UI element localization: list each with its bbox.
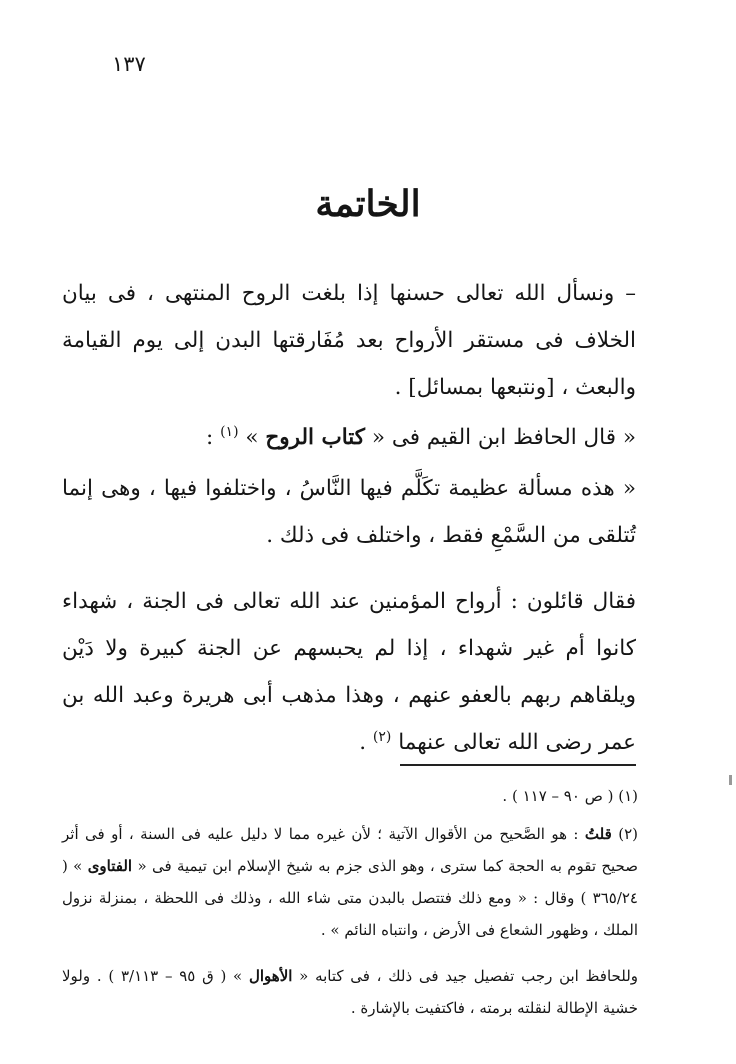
paragraph-quote: « هذه مسألة عظيمة تكَلَّم فيها النَّاسُ ، واختلفوا فيها ، وهى إنما تُتلقى من السَّمْعِ فقط ، واختلف فى ذلك .: [62, 476, 636, 548]
opinion-text: فقال قائلون : أرواح المؤمنين عند الله تعالى فى الجنة ، شهداء كانوا أم غير شهداء ، إذا لم يحبسهم عن الجنة كبيرة ولا دَيْن ويلقاهم ربهم بالعفو عنهم ، وهذا مذهب أبى هريرة وعبد الله بن عمر رضى الله تعالى عنهما: [62, 589, 636, 755]
footnote-ref-2: (٢): [372, 728, 392, 745]
footnote-2-qultu: قلتُ: [584, 825, 612, 843]
paragraph-quote-intro: [62, 414, 636, 461]
quote-intro-colon: :: [205, 425, 214, 450]
page-number: ١٣٧: [112, 52, 146, 76]
footnote-2-continuation: [62, 960, 638, 1024]
footnote-2: [62, 818, 638, 946]
paragraph-opinion: [62, 578, 636, 766]
quote-intro-close: »: [245, 425, 259, 450]
book-title-fatawa: الفتاوى: [87, 857, 133, 875]
footnote-divider: [400, 764, 636, 766]
footnote-2-text-b: » ( ٣٦٥/٢٤ ) وقال : « ومع ذلك فتتصل بالبدن متى شاء الله ، وذلك فى اللحظة ، بمنزلة نزول الملك ، وظهور الشعاع فى الأرض ، وانتباه النائم » .: [62, 857, 638, 939]
footnote-1: (١) ( ص ٩٠ – ١١٧ ) .: [502, 787, 638, 805]
quote-intro-text: « قال الحافظ ابن القيم فى «: [371, 425, 636, 450]
book-title-ahwal: الأهوال: [248, 967, 293, 985]
opinion-end: .: [359, 730, 367, 755]
page-title: الخاتمة: [315, 183, 421, 225]
footnote-ref-1: (١): [220, 423, 239, 440]
footnote-2-number: (٢): [618, 825, 638, 843]
paragraph-intro: – ونسأل الله تعالى حسنها إذا بلغت الروح المنتهى ، فى بيان الخلاف فى مستقر الأرواح بعد مُفَارقتها البدن إلى يوم القيامة والبعث ، [ونتبعها بمسائل] .: [62, 281, 636, 400]
footnote-2-text-a: : هو الصَّحيح من الأقوال الآتية ؛ لأن غيره مما لا دليل عليه فى السنة ، أو فى أثر صحيح تقوم به الحجة كما سترى ، وهو الذى جزم به شيخ الإسلام ابن تيمية فى «: [62, 825, 638, 875]
book-title-kitab-al-ruh: كتاب الروح: [265, 425, 366, 450]
scan-edge-mark: [729, 775, 732, 785]
footnote-3-text-b: » ( ق ٩٥ – ٣/١١٣ ) . ولولا خشية الإطالة لنقلته برمته ، فاكتفيت بالإشارة .: [62, 967, 638, 1017]
footnote-3-text-a: وللحافظ ابن رجب تفصيل جيد فى ذلك ، فى كتابه «: [299, 967, 639, 985]
